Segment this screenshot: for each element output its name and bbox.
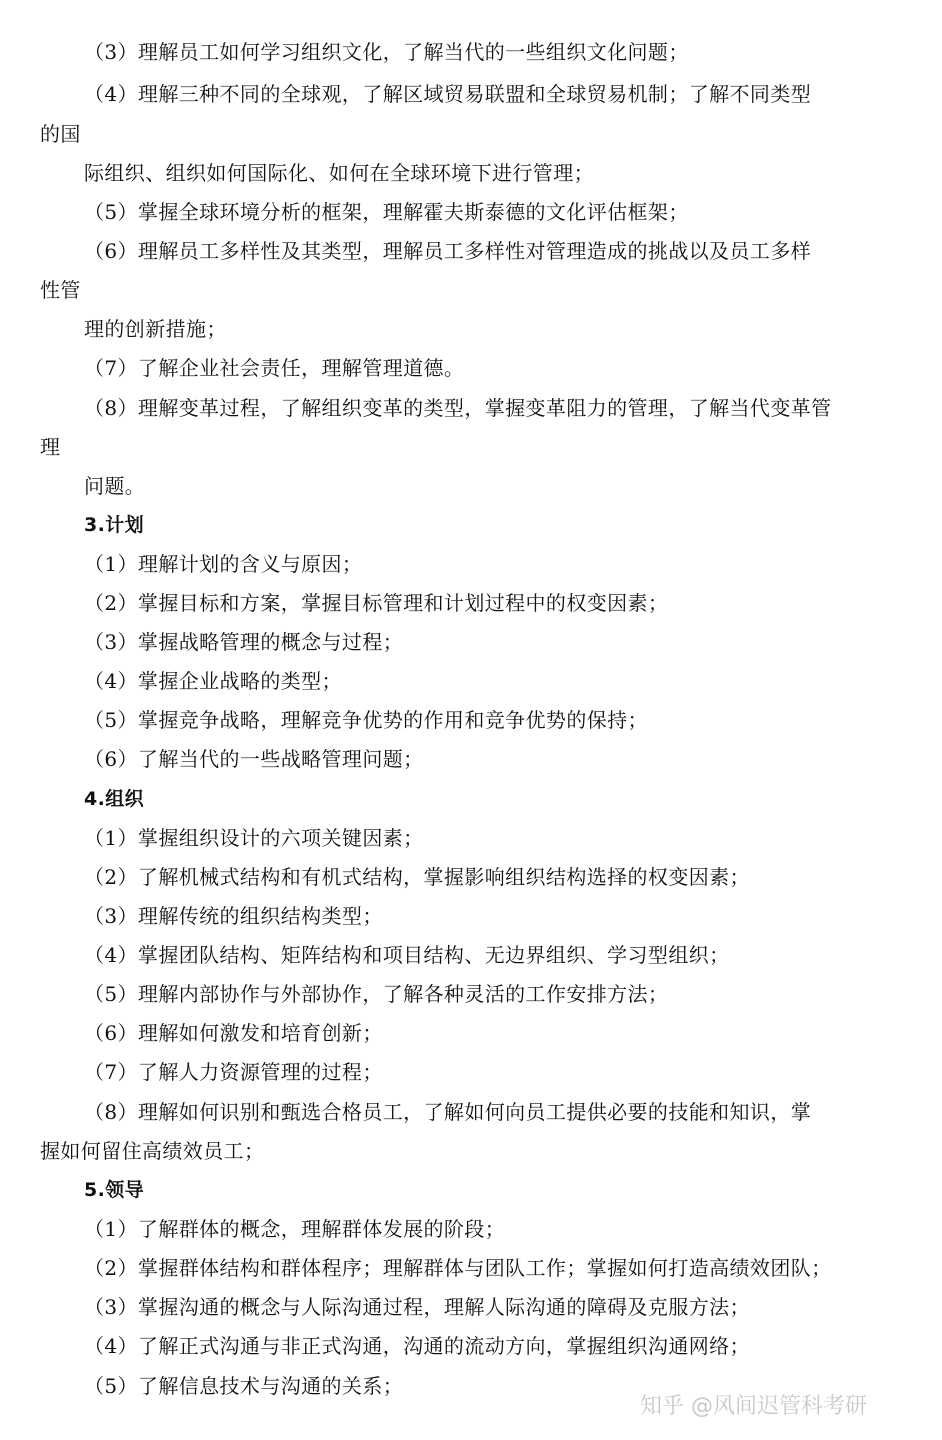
- text-line: （2）掌握群体结构和群体程序；理解群体与团队工作；掌握如何打造高绩效团队；: [84, 1256, 832, 1280]
- text-line: （4）理解三种不同的全球观，了解区域贸易联盟和全球贸易机制；了解不同类型: [84, 82, 812, 106]
- text-line: （3）理解传统的组织结构类型；: [84, 904, 383, 928]
- text-line: 理: [40, 435, 61, 459]
- text-line: （5）了解信息技术与沟通的关系；: [84, 1374, 404, 1398]
- text-line: 的国: [40, 122, 81, 146]
- text-line: （8）理解如何识别和甄选合格员工，了解如何向员工提供必要的技能和知识，掌: [84, 1100, 812, 1124]
- text-line: （5）掌握全球环境分析的框架，理解霍夫斯泰德的文化评估框架；: [84, 200, 689, 224]
- text-line: 性管: [40, 278, 81, 302]
- text-line: （2）掌握目标和方案，掌握目标管理和计划过程中的权变因素；: [84, 591, 669, 615]
- text-line: （1）了解群体的概念，理解群体发展的阶段；: [84, 1217, 506, 1241]
- section-heading: 5.领导: [84, 1179, 145, 1201]
- text-line: （2）了解机械式结构和有机式结构，掌握影响组织结构选择的权变因素；: [84, 865, 750, 889]
- text-line: （1）理解计划的含义与原因；: [84, 552, 363, 576]
- text-line: （6）理解员工多样性及其类型，理解员工多样性对管理造成的挑战以及员工多样: [84, 239, 812, 263]
- text-line: （1）掌握组织设计的六项关键因素；: [84, 826, 424, 850]
- section-heading: 4.组织: [84, 788, 145, 810]
- text-line: 理的创新措施；: [84, 317, 227, 341]
- text-line: （5）理解内部协作与外部协作，了解各种灵活的工作安排方法；: [84, 982, 669, 1006]
- text-line: （4）了解正式沟通与非正式沟通，沟通的流动方向，掌握组织沟通网络；: [84, 1334, 750, 1358]
- text-line: （7）了解企业社会责任，理解管理道德。: [84, 356, 465, 380]
- text-line: （7）了解人力资源管理的过程；: [84, 1060, 383, 1084]
- text-line: 握如何留住高绩效员工；: [40, 1139, 265, 1163]
- text-line: （8）理解变革过程，了解组织变革的类型，掌握变革阻力的管理，了解当代变革管: [84, 396, 832, 420]
- text-line: （5）掌握竞争战略，理解竞争优势的作用和竞争优势的保持；: [84, 708, 648, 732]
- text-line: （3）理解员工如何学习组织文化，了解当代的一些组织文化问题；: [84, 40, 689, 64]
- text-line: （6）了解当代的一些战略管理问题；: [84, 747, 424, 771]
- text-line: （6）理解如何激发和培育创新；: [84, 1021, 383, 1045]
- watermark: 知乎 @风间迟管科考研: [640, 1394, 867, 1419]
- text-line: 问题。: [84, 474, 146, 498]
- text-line: （4）掌握企业战略的类型；: [84, 669, 342, 693]
- section-heading: 3.计划: [84, 514, 145, 536]
- text-line: （3）掌握沟通的概念与人际沟通过程，理解人际沟通的障碍及克服方法；: [84, 1295, 750, 1319]
- text-line: （3）掌握战略管理的概念与过程；: [84, 630, 404, 654]
- text-line: 际组织、组织如何国际化、如何在全球环境下进行管理；: [84, 161, 594, 185]
- text-line: （4）掌握团队结构、矩阵结构和项目结构、无边界组织、学习型组织；: [84, 943, 730, 967]
